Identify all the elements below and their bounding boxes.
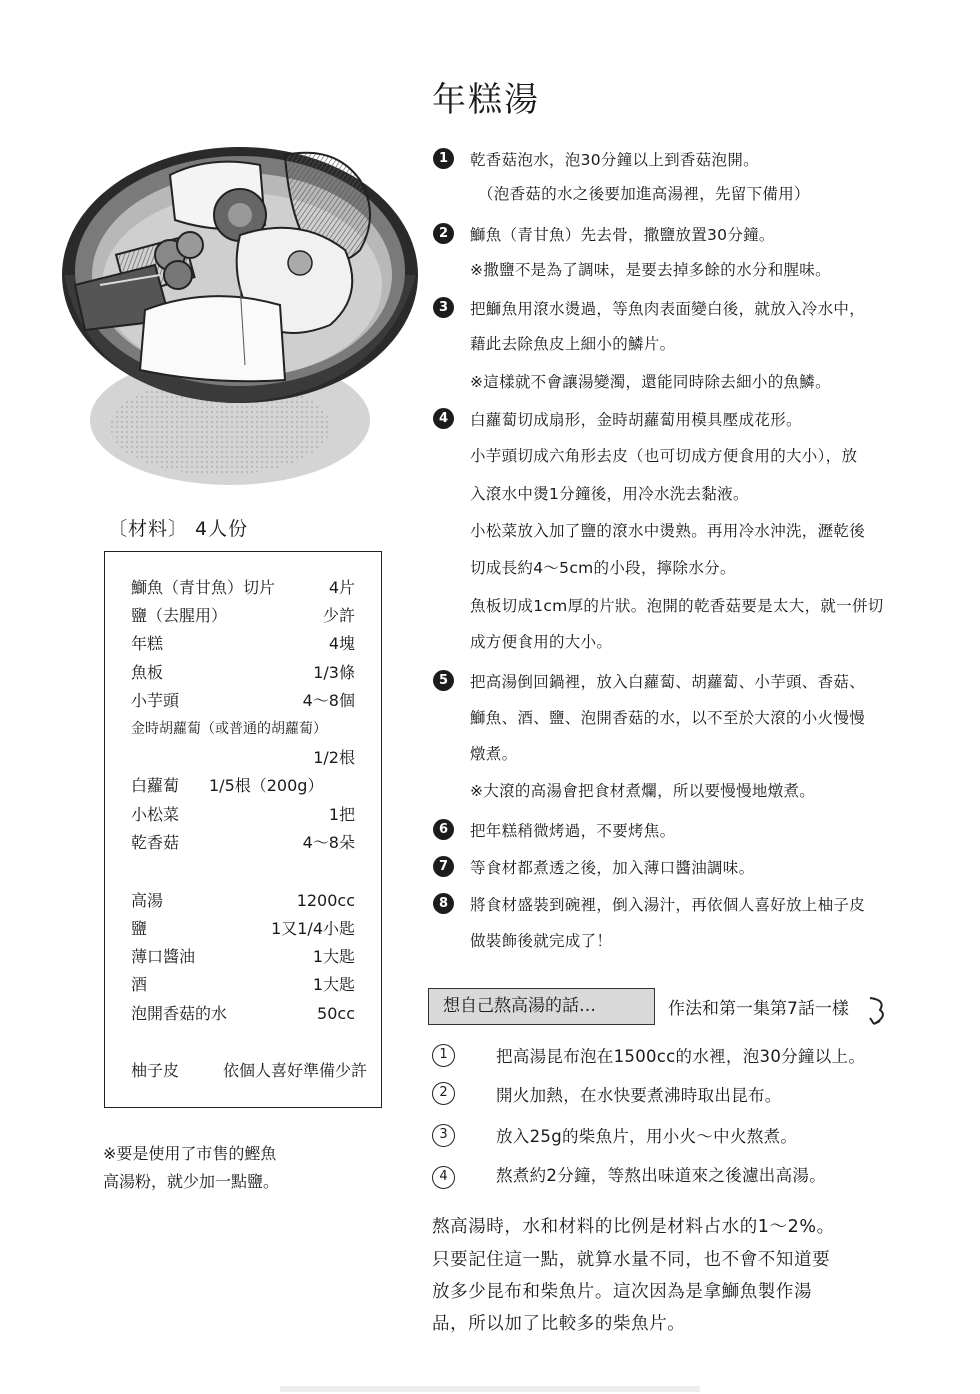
- ingredient-name: 酒: [131, 975, 148, 994]
- step-text: 把年糕稍微烤過，不要烤焦。: [470, 822, 676, 840]
- step-text: ※撒鹽不是為了調味，是要去掉多餘的水分和腥味。: [470, 261, 831, 279]
- step-text: 魚板切成1cm厚的片狀。泡開的乾香菇要是太大，就一併切: [470, 597, 884, 615]
- step-number: 3: [433, 297, 454, 318]
- step-text: ※大滾的高湯會把食材煮爛，所以要慢慢地燉煮。: [470, 782, 816, 800]
- step-number: 4: [433, 408, 454, 429]
- ingredient-qty: 1大匙: [312, 947, 355, 966]
- curved-arrow-icon: [860, 994, 890, 1030]
- ingredient-name: 小芋頭: [131, 691, 180, 710]
- step-text: 鰤魚（青甘魚）先去骨，撒鹽放置30分鐘。: [470, 226, 775, 244]
- note-line: ※要是使用了市售的鰹魚: [103, 1144, 277, 1163]
- step-text: ※這樣就不會讓湯變濁，還能同時除去細小的魚鱗。: [470, 373, 831, 391]
- step-text: 小芋頭切成六角形去皮（也可切成方便食用的大小），放: [470, 447, 858, 465]
- ingredient-qty: 50cc: [317, 1004, 355, 1023]
- dashi-reference: 作法和第一集第7話一樣: [668, 999, 849, 1019]
- ingredient-row: [131, 661, 355, 685]
- ingredient-row: [131, 746, 355, 770]
- ingredient-row: [131, 717, 355, 741]
- ingredient-name: 高湯: [131, 891, 164, 910]
- ingredient-row: [131, 604, 355, 628]
- dashi-heading-box: 想自己熬高湯的話…: [428, 988, 655, 1025]
- dashi-step-number: 1: [432, 1044, 455, 1067]
- step-text: 把鰤魚用滾水燙過，等魚肉表面變白後，就放入冷水中，: [470, 300, 866, 318]
- ingredient-row: [131, 632, 355, 656]
- dashi-step-number: 2: [432, 1082, 455, 1105]
- step-number: 7: [433, 856, 454, 877]
- dashi-step-text: 放入25g的柴魚片，用小火～中火熬煮。: [496, 1127, 798, 1146]
- step-text: 入滾水中燙1分鐘後，用冷水洗去黏液。: [470, 485, 749, 503]
- step-text: 小松菜放入加了鹽的滾水中燙熟。再用冷水沖洗，瀝乾後: [470, 522, 866, 540]
- step-number: 5: [433, 670, 454, 691]
- step-text: 做裝飾後就完成了！: [470, 932, 613, 950]
- ingredient-name: 柚子皮: [131, 1061, 180, 1080]
- ingredient-row: [131, 803, 355, 827]
- ingredient-qty: 1/5根（200g）: [209, 776, 324, 795]
- dashi-step-number: 4: [432, 1166, 455, 1189]
- ingredient-name: 年糕: [131, 634, 164, 653]
- recipe-title: 年糕湯: [432, 80, 540, 120]
- ingredients-heading: 〔材料〕 4人份: [108, 518, 249, 540]
- page-bottom-divider: [280, 1386, 700, 1392]
- ingredient-qty: 1大匙: [312, 975, 355, 994]
- step-number: 6: [433, 819, 454, 840]
- dashi-paragraph-line: 熬高湯時，水和材料的比例是材料占水的1～2%。: [432, 1217, 835, 1237]
- step-text: （泡香菇的水之後要加進高湯裡，先留下備用）: [478, 185, 810, 203]
- step-text: 把高湯倒回鍋裡，放入白蘿蔔、胡蘿蔔、小芋頭、香菇、: [470, 673, 866, 691]
- dashi-step-number: 3: [432, 1124, 455, 1147]
- zoni-bowl-illustration: [60, 135, 440, 490]
- ingredient-qty: 1/3條: [313, 663, 355, 682]
- ingredient-qty: 少許: [322, 606, 355, 625]
- ingredient-row: [131, 774, 355, 798]
- ingredient-name: 小松菜: [131, 805, 180, 824]
- dashi-paragraph-line: 只要記住這一點，就算水量不同，也不會不知道要: [432, 1250, 831, 1270]
- ingredients-note: [103, 1140, 279, 1196]
- ingredient-row: [131, 689, 355, 713]
- step-text: 等食材都煮透之後，加入薄口醬油調味。: [470, 859, 755, 877]
- ingredient-name: 鰤魚（青甘魚）切片: [131, 578, 276, 597]
- ingredient-qty: 1/2根: [313, 748, 355, 767]
- step-text: 乾香菇泡水，泡30分鐘以上到香菇泡開。: [470, 151, 759, 169]
- step-number: 8: [433, 893, 454, 914]
- dashi-step-text: 熬煮約2分鐘，等熬出味道來之後濾出高湯。: [496, 1166, 826, 1185]
- step-text: 鰤魚、酒、鹽、泡開香菇的水，以不至於大滾的小火慢慢: [470, 709, 866, 727]
- dashi-paragraph-line: 放多少昆布和柴魚片。這次因為是拿鰤魚製作湯: [432, 1282, 813, 1302]
- ingredient-name: 鹽（去腥用）: [131, 606, 228, 625]
- step-text: 成方便食用的大小。: [470, 633, 613, 651]
- ingredient-qty: 4片: [328, 578, 355, 597]
- ingredient-row: [131, 576, 355, 600]
- step-text: 藉此去除魚皮上細小的鱗片。: [470, 335, 676, 353]
- ingredient-qty: 4～8個: [302, 691, 355, 710]
- ingredient-row: [131, 917, 355, 941]
- step-text: 白蘿蔔切成扇形，金時胡蘿蔔用模具壓成花形。: [470, 411, 802, 429]
- ingredient-qty: 1把: [328, 805, 355, 824]
- ingredient-qty: 1200cc: [296, 891, 355, 910]
- dashi-step-text: 把高湯昆布泡在1500cc的水裡，泡30分鐘以上。: [496, 1047, 866, 1066]
- ingredient-name: 泡開香菇的水: [131, 1004, 228, 1023]
- note-line: 高湯粉，就少加一點鹽。: [103, 1172, 280, 1191]
- ingredient-row: [131, 1059, 367, 1083]
- ingredient-qty: 4塊: [328, 634, 355, 653]
- step-number: 1: [433, 148, 454, 169]
- ingredient-name: 鹽: [131, 919, 148, 938]
- step-text: 將食材盛裝到碗裡，倒入湯汁，再依個人喜好放上柚子皮: [470, 896, 866, 914]
- dashi-paragraph-line: 品，所以加了比較多的柴魚片。: [432, 1314, 686, 1334]
- ingredient-qty: 4～8朵: [302, 833, 355, 852]
- step-number: 2: [433, 223, 454, 244]
- ingredient-name: 金時胡蘿蔔（或普通的胡蘿蔔）: [131, 721, 327, 737]
- ingredient-row: [131, 945, 355, 969]
- ingredient-row: [131, 1002, 355, 1026]
- step-text: 燉煮。: [470, 745, 518, 763]
- ingredient-name: 薄口醬油: [131, 947, 196, 966]
- ingredient-qty: 依個人喜好準備少許: [222, 1061, 367, 1080]
- ingredient-row: [131, 831, 355, 855]
- ingredients-list: [104, 551, 382, 1108]
- ingredient-qty: 1又1/4小匙: [271, 919, 355, 938]
- ingredient-row: [131, 973, 355, 997]
- ingredient-name: 魚板: [131, 663, 164, 682]
- step-text: 切成長約4～5cm的小段，擰除水分。: [470, 559, 736, 577]
- ingredient-name: 白蘿蔔: [131, 776, 180, 795]
- ingredient-name: 乾香菇: [131, 833, 180, 852]
- dashi-step-text: 開火加熱，在水快要煮沸時取出昆布。: [496, 1086, 782, 1105]
- ingredient-row: [131, 889, 355, 913]
